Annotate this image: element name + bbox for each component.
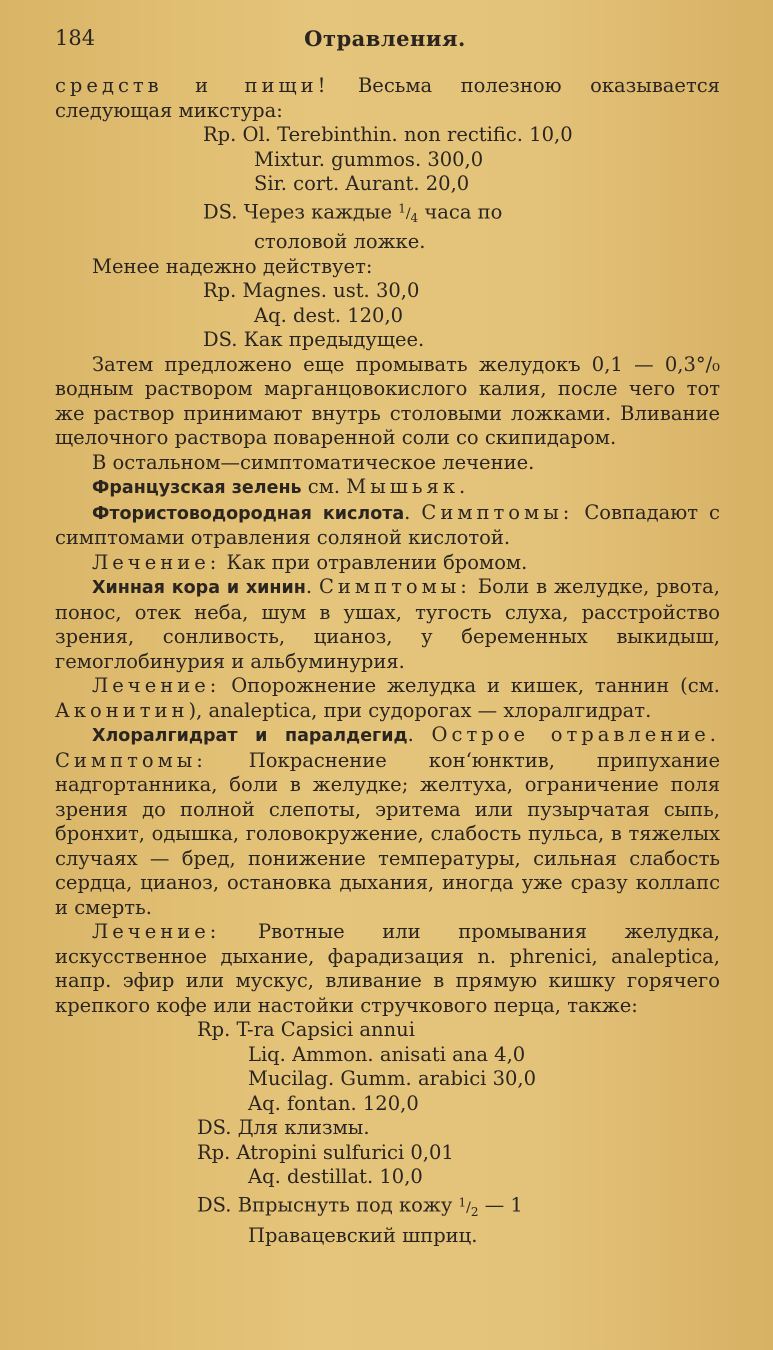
prescription-text: DS. Через каждые xyxy=(203,200,399,224)
fraction-numerator: 1 xyxy=(458,1194,467,1209)
prescription-line xyxy=(55,197,720,231)
cross-reference: Аконитин xyxy=(55,698,189,722)
entry-heading: Хинная кора и хинин xyxy=(92,578,306,599)
paragraph-text: Весьма полезною оказывается следующая микстура: xyxy=(55,74,720,122)
page-body xyxy=(55,74,720,1248)
page-number: 184 xyxy=(55,26,96,50)
prescription-capsicum-atropine xyxy=(55,1018,720,1248)
entry-hydrofluoric-acid xyxy=(55,501,720,551)
treatment-label: Лечение: xyxy=(92,920,221,944)
entry-french-green xyxy=(55,475,720,501)
paragraph-text: . xyxy=(305,575,319,599)
prescription-line: Rp. Magnes. ust. 30,0 xyxy=(203,279,420,303)
prescription-line: Aq. dest. 120,0 xyxy=(254,303,404,327)
paragraph: Затем предложено еще промывать желудокъ 0,1 — 0,3°/₀ водным раствором марганцовокислого калия, после чего тот же раствор принимают внутрь столовыми ложками. Вливание щелочного раствора поваренной соли со скипидаром. xyxy=(55,352,720,450)
prescription-line: Mixtur. gummos. 300,0 xyxy=(254,147,484,171)
prescription-line: Rp. T-ra Capsici annui xyxy=(197,1018,415,1042)
paragraph-text: Совпадают с симптомами отравления соляной кислотой. xyxy=(55,500,720,550)
page-header xyxy=(55,26,715,60)
entry-heading: Хлоралгидрат и паралдегид xyxy=(92,726,408,747)
entry-chloral-treatment xyxy=(55,920,720,1018)
prescription-text: DS. Впрыснуть под кожу xyxy=(197,1193,459,1217)
paragraph: Менее надежно действует: xyxy=(92,254,373,278)
paragraph-text: см. xyxy=(301,475,347,499)
fraction: $^1/_4$ xyxy=(398,201,419,225)
paragraph: В остальном—симптоматическое лечение. xyxy=(92,450,535,474)
paragraph-text: Боли в желудке, рвота, понос, отек неба, шум в ушах, тугость слуха, расстройство зрения, сонливость, цианоз, у беременных выкидыш, гемоглобинурия и альбуминурия. xyxy=(55,575,720,673)
symptoms-label: Симптомы: xyxy=(55,748,207,772)
prescription-line: Rp. Atropini sulfurici 0,01 xyxy=(197,1140,454,1164)
prescription-line: DS. Для клизмы. xyxy=(197,1116,370,1140)
prescription-line: Aq. destillat. 10,0 xyxy=(248,1165,423,1189)
entry-hydrofluoric-treatment xyxy=(55,551,720,576)
prescription-line xyxy=(55,1190,720,1224)
running-title: Отравления. xyxy=(304,26,466,51)
spaced-text: средств и пищи! xyxy=(55,74,330,97)
entry-quinine-treatment xyxy=(55,674,720,723)
fraction-numerator: 1 xyxy=(398,201,406,216)
prescription-line: Sir. cort. Aurant. 20,0 xyxy=(254,172,470,195)
prescription-turpentine xyxy=(55,123,720,255)
prescription-line: Mucilag. Gumm. arabici 30,0 xyxy=(248,1067,537,1091)
fraction-denominator: 2 xyxy=(470,1204,479,1219)
entry-heading: Фтористоводородная кислота xyxy=(92,503,405,524)
prescription-line: DS. Как предыдущее. xyxy=(203,328,425,352)
paragraph-text: Как при отравлении бромом. xyxy=(220,550,528,574)
paragraph-text: . xyxy=(407,723,432,747)
paragraph-text: Покраснение кон‘юнктив, припухание надгортанника, боли в желудке; желтуха, ограничение поля зрения до полной слепоты, эритема или пузырчатая сыпь, бронхит, одышка, головокружение, слабость пульса, в тяжелых случаях — бред, понижение температуры, сильная слабость сердца, цианоз, остановка дыхания, иногда уже сразу коллапс и смерть. xyxy=(55,748,720,919)
fraction-denominator: 4 xyxy=(410,210,419,225)
entry-chloral-hydrate xyxy=(55,723,720,920)
prescription-line: Liq. Ammon. anisati ana 4,0 xyxy=(248,1042,526,1066)
prescription-line: Rp. Ol. Terebinthin. non rectific. 10,0 xyxy=(203,123,573,146)
paragraph-text: Опорожнение желудка и кишек, таннин (см. xyxy=(220,674,720,698)
acute-poisoning-label: Острое отравление. xyxy=(431,723,721,747)
entry-heading: Французская зелень xyxy=(92,478,302,499)
paragraph-continuation xyxy=(55,74,720,123)
prescription-line: Правацевский шприц. xyxy=(248,1223,478,1247)
treatment-label: Лечение: xyxy=(92,674,221,698)
paragraph-text: ), analeptica, при судорогах — хлоралгидрат. xyxy=(188,698,652,722)
prescription-text: часа по xyxy=(418,200,503,224)
cross-reference: Мышьяк. xyxy=(346,475,470,499)
symptoms-label: Симптомы: xyxy=(318,575,471,599)
prescription-magnesia xyxy=(55,279,720,353)
paragraph-text: Рвотные или промывания желудка, искусственное дыхание, фарадизация n. phrenici, analeptica, напр. эфир или мускус, вливание в прямую кишку горячего крепкого кофе или настойки стручкового перца, также: xyxy=(55,920,720,1017)
prescription-line: Aq. fontan. 120,0 xyxy=(248,1091,419,1115)
prescription-text: — 1 xyxy=(478,1193,523,1217)
treatment-label: Лечение: xyxy=(92,550,221,574)
paragraph-text: . xyxy=(404,500,422,524)
fraction: $^1/_2$ xyxy=(458,1194,479,1219)
prescription-line: столовой ложке. xyxy=(254,230,426,254)
symptoms-label: Симптомы: xyxy=(421,500,574,524)
entry-quinine xyxy=(55,575,720,674)
